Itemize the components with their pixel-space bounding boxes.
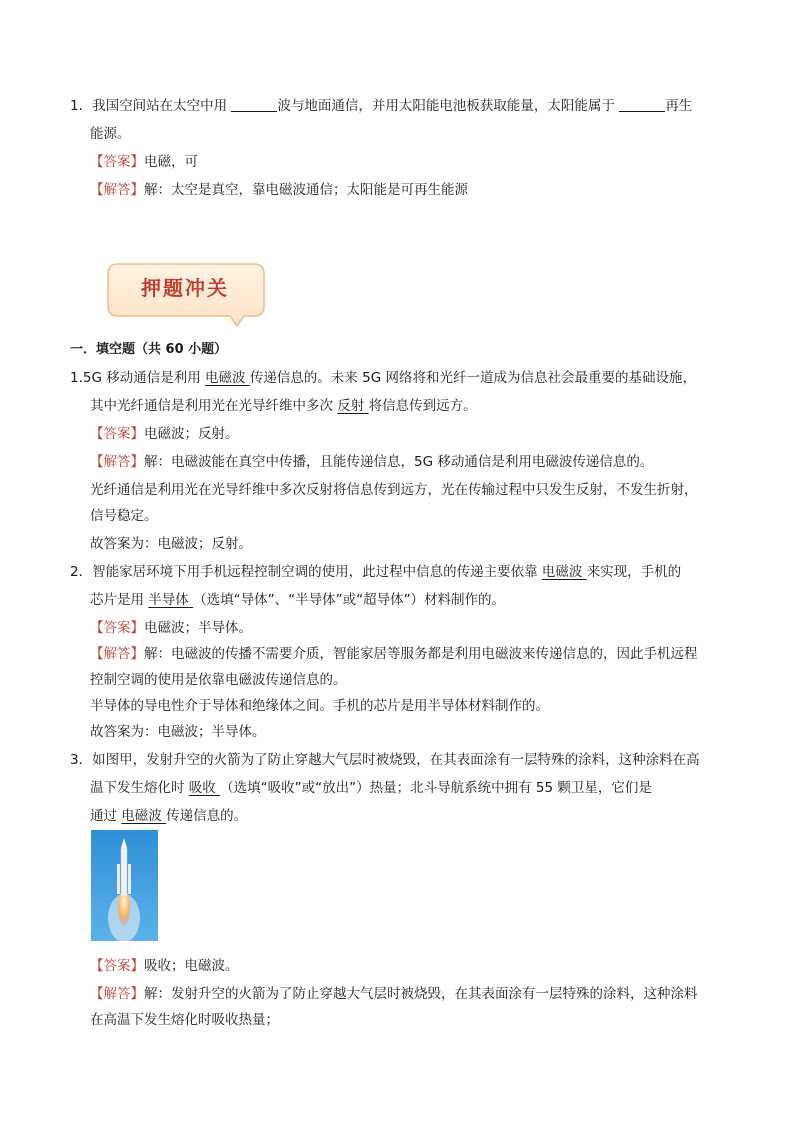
q3-line2 xyxy=(90,778,652,798)
q2-explain-3: 半导体的导电性介于导体和绝缘体之间。手机的芯片是用半导体材料制作的。 xyxy=(90,698,549,714)
q3-explain xyxy=(90,984,698,1004)
q-top-explain xyxy=(90,180,468,200)
q3-answer xyxy=(90,956,239,976)
q-top-line2: 能源。 xyxy=(90,126,131,142)
q3-line1: 3．如图甲，发射升空的火箭为了防止穿越大气层时被烧毁，在其表面涂有一层特殊的涂料，这种涂料在高 xyxy=(70,752,700,768)
q1-explain xyxy=(90,452,653,472)
section-title: 一．填空题（共 60 小题） xyxy=(70,342,228,357)
q2-line2 xyxy=(90,590,505,610)
q2-conclusion: 故答案为：电磁波；半导体。 xyxy=(90,724,266,740)
q2-fill: 半导体 xyxy=(148,592,194,608)
q2-text: 2．智能家居环境下用手机远程控制空调的使用，此过程中信息的传递主要依靠 xyxy=(70,564,542,580)
explain-text: 解：电磁波能在真空中传播，且能传递信息，5G 移动通信是利用电磁波传递信息的。 xyxy=(144,454,654,470)
q1-fill: 电磁波 xyxy=(205,370,250,386)
q3-text: 传递信息的。 xyxy=(166,808,248,824)
q-top-line1 xyxy=(70,96,692,116)
q1-line2 xyxy=(90,396,477,416)
q2-text: 芯片是用 xyxy=(90,592,149,608)
q2-explain-2: 控制空调的使用是依靠电磁波传递信息的。 xyxy=(90,672,347,688)
q-top-text: 1．我国空间站在太空中用 xyxy=(70,98,232,114)
section-banner xyxy=(104,262,266,328)
explain-tag: 【解答】 xyxy=(90,646,144,662)
fill-blank xyxy=(231,97,277,112)
q1-fill: 反射 xyxy=(337,398,369,414)
q-top-answer xyxy=(90,152,198,172)
q1-explain-3: 信号稳定。 xyxy=(90,508,158,524)
q-top-text: 波与地面通信，并用太阳能电池板获取能量，太阳能属于 xyxy=(277,98,620,114)
q1-explain-2: 光纤通信是利用光在光导纤维中多次反射将信息传到远方，光在传输过程中只发生反射，不发生折射， xyxy=(90,482,698,498)
q2-line1 xyxy=(70,562,681,582)
banner-label: 押题冲关 xyxy=(141,276,229,300)
answer-text: 电磁，可 xyxy=(144,154,198,170)
q3-fill: 吸收 xyxy=(188,780,221,796)
q1-text: 1.5G 移动通信是利用 xyxy=(70,370,206,386)
answer-tag: 【答案】 xyxy=(90,154,144,170)
fill-blank xyxy=(619,97,665,112)
answer-tag: 【答案】 xyxy=(90,958,144,974)
q3-text: 温下发生熔化时 xyxy=(90,780,189,796)
q-top-text: 再生 xyxy=(665,98,693,114)
explain-text: 解：电磁波的传播不需要介质，智能家居等服务都是利用电磁波来传递信息的，因此手机远程 xyxy=(144,646,698,662)
q1-answer xyxy=(90,424,239,444)
q1-conclusion: 故答案为：电磁波；反射。 xyxy=(90,536,252,552)
q3-text: （选填“吸收”或“放出”）热量；北斗导航系统中拥有 55 颗卫星，它们是 xyxy=(220,780,652,796)
answer-text: 电磁波；半导体。 xyxy=(144,620,252,636)
q1-line1 xyxy=(70,368,696,388)
explain-text: 解：太空是真空，靠电磁波通信；太阳能是可再生能源 xyxy=(144,182,468,198)
q2-explain xyxy=(90,644,698,664)
q2-text: （选填“导体”、“半导体”或“超导体”）材料制作的。 xyxy=(193,592,506,608)
answer-text: 吸收；电磁波。 xyxy=(144,958,239,974)
q3-fill: 电磁波 xyxy=(121,808,167,824)
q1-text: 其中光纤通信是利用光在光导纤维中多次 xyxy=(90,398,338,414)
explain-tag: 【解答】 xyxy=(90,182,144,198)
answer-tag: 【答案】 xyxy=(90,426,144,442)
q2-answer xyxy=(90,618,252,638)
answer-tag: 【答案】 xyxy=(90,620,144,636)
explain-tag: 【解答】 xyxy=(90,454,144,470)
q3-text: 通过 xyxy=(90,808,122,824)
rocket-icon xyxy=(91,830,158,941)
q3-line3 xyxy=(90,806,247,826)
explain-text: 解：发射升空的火箭为了防止穿越大气层时被烧毁，在其表面涂有一层特殊的涂料，这种涂料 xyxy=(144,986,698,1002)
rocket-launch-image xyxy=(91,830,158,941)
q2-fill: 电磁波 xyxy=(541,564,587,580)
q1-text: 传递信息的。未来 5G 网络将和光纤一道成为信息社会最重要的基础设施， xyxy=(249,370,696,386)
q2-text: 来实现，手机的 xyxy=(586,564,682,580)
q3-explain-2: 在高温下发生熔化时吸收热量； xyxy=(90,1012,279,1028)
answer-text: 电磁波；反射。 xyxy=(144,426,239,442)
q1-text: 将信息传到远方。 xyxy=(368,398,477,414)
explain-tag: 【解答】 xyxy=(90,986,144,1002)
